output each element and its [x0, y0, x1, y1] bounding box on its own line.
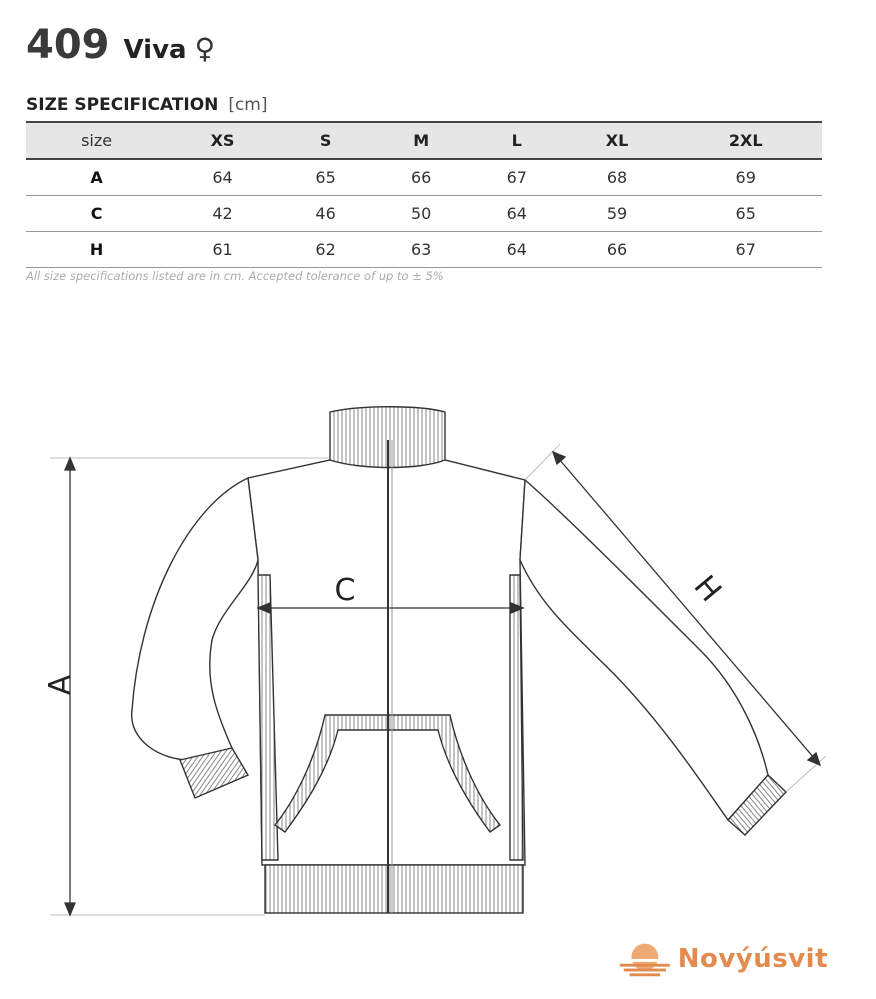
product-name: Viva: [123, 35, 187, 65]
table-row: [26, 159, 822, 196]
table-cell: 66: [565, 232, 670, 268]
size-header-m: M: [373, 122, 469, 159]
label-c: C: [334, 573, 356, 608]
left-sleeve: [132, 478, 258, 760]
table-cell: 67: [669, 232, 822, 268]
size-header-label: size: [26, 122, 167, 159]
right-side-panel: [510, 575, 523, 860]
size-table: [26, 121, 822, 268]
logo: [618, 934, 828, 984]
table-cell: 42: [167, 196, 278, 232]
size-header-xl: XL: [565, 122, 670, 159]
jacket-outline: [132, 407, 786, 913]
logo-text: Novýúsvit: [677, 944, 828, 974]
row-label: H: [26, 232, 167, 268]
table-cell: 59: [565, 196, 670, 232]
female-symbol-icon: ♀: [194, 32, 216, 65]
sunrise-icon: [618, 939, 672, 979]
product-header: [26, 22, 215, 68]
table-cell: 64: [469, 196, 565, 232]
spec-title-text: SIZE SPECIFICATION: [26, 95, 219, 115]
table-cell: 69: [669, 159, 822, 196]
table-cell: 63: [373, 232, 469, 268]
table-cell: 65: [669, 196, 822, 232]
table-row: [26, 196, 822, 232]
row-label: A: [26, 159, 167, 196]
jacket-diagram: [0, 380, 876, 940]
label-a: A: [43, 674, 78, 696]
size-table-header: [26, 122, 822, 159]
size-header-l: L: [469, 122, 565, 159]
tolerance-note: All size specifications listed are in cm. Accepted tolerance of up to ± 5%: [26, 269, 444, 283]
table-cell: 46: [278, 196, 374, 232]
table-cell: 68: [565, 159, 670, 196]
table-row: [26, 232, 822, 268]
table-cell: 65: [278, 159, 374, 196]
label-h: H: [686, 569, 728, 609]
size-header-s: S: [278, 122, 374, 159]
size-header-2xl: 2XL: [669, 122, 822, 159]
waistband: [265, 865, 523, 913]
spec-title: [26, 95, 268, 115]
product-code: 409: [26, 22, 110, 68]
row-label: C: [26, 196, 167, 232]
table-cell: 61: [167, 232, 278, 268]
right-sleeve: [520, 480, 768, 820]
size-header-xs: XS: [167, 122, 278, 159]
table-cell: 50: [373, 196, 469, 232]
table-cell: 67: [469, 159, 565, 196]
table-cell: 64: [469, 232, 565, 268]
table-cell: 66: [373, 159, 469, 196]
spec-unit: [cm]: [228, 95, 268, 115]
table-cell: 64: [167, 159, 278, 196]
table-cell: 62: [278, 232, 374, 268]
